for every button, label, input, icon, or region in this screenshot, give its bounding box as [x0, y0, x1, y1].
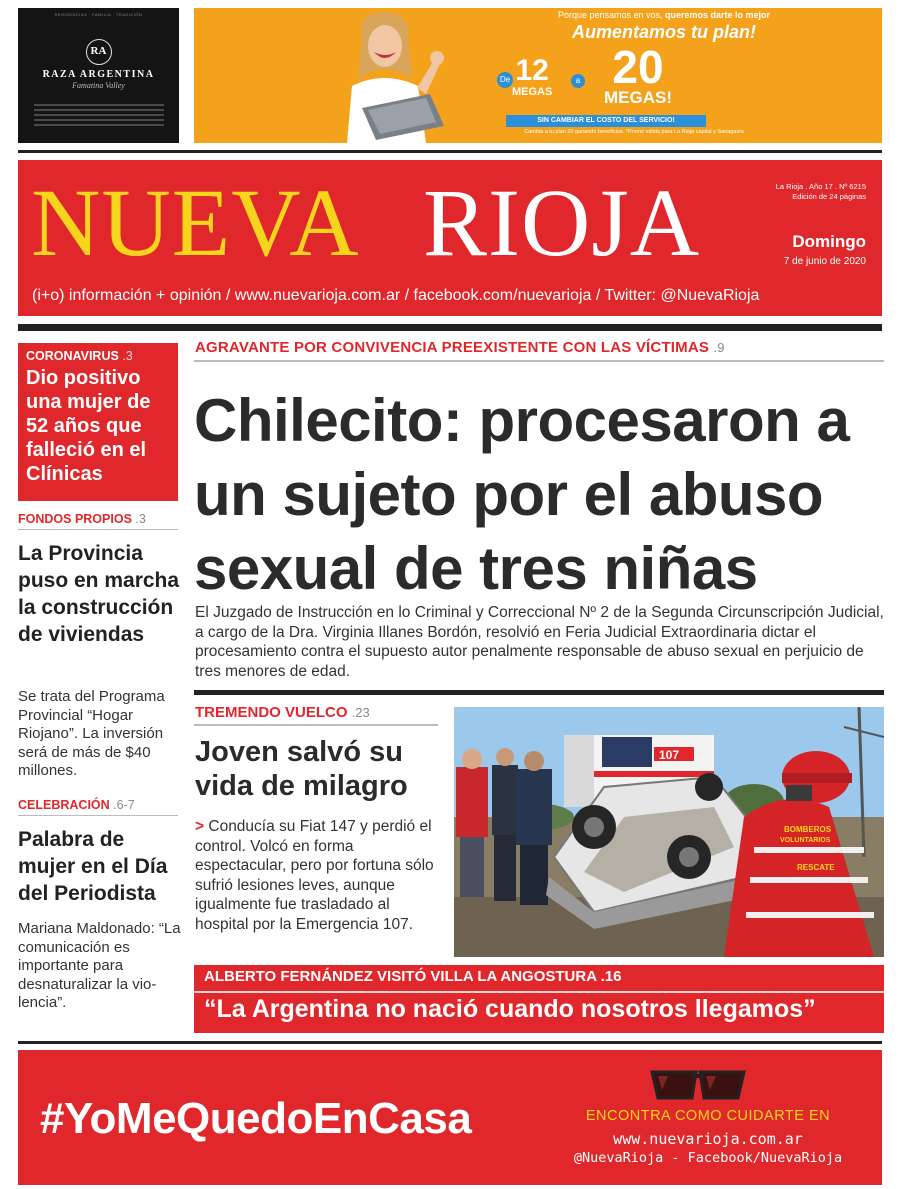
celebracion-kicker: CELEBRACIÓN .6-7: [18, 798, 135, 812]
raza-ad-name: RAZA ARGENTINA: [42, 69, 155, 80]
banner-website-link[interactable]: www.nuevarioja.com.ar: [613, 1130, 803, 1148]
stay-home-hashtag: #YoMeQuedoEnCasa: [40, 1094, 472, 1143]
vuelco-kicker: TREMENDO VUELCO .23: [195, 704, 370, 721]
plan-ad-from-label: De: [497, 72, 513, 88]
main-story-headline[interactable]: Chilecito: procesaron a un sujeto por el abuso sexual de tres niñas: [194, 387, 850, 602]
edition-info: [776, 182, 866, 202]
edition-pages: Edición de 24 páginas: [792, 192, 866, 201]
plan-ad-headline: Aumentamos tu plan!: [571, 22, 756, 42]
alberto-story[interactable]: [194, 965, 884, 1033]
issue-day: Domingo: [792, 232, 866, 251]
plan-ad-fine-print: Cambia a tu plan 20 ganando beneficios. *Promo válida para La Rioja capital y Sanagasta: [524, 129, 744, 135]
vuelco-body: > Conducía su Fiat 147 y perdió el control. Volcó en forma espectacular, pero por fortuna sólo sufrió lesiones leves, aunque igualmente fue trasladado al hospital por la Emergencia 107.: [195, 818, 434, 933]
alberto-divider: [194, 991, 884, 993]
stay-home-banner[interactable]: [18, 1050, 882, 1185]
jacket-text-2: VOLUNTARIOS: [780, 837, 831, 844]
coronavirus-kicker: CORONAVIRUS .3: [26, 349, 133, 363]
fondos-headline[interactable]: La Provincia puso en marcha la construcción de viviendas: [18, 542, 180, 646]
plan-ad-to-label: a: [571, 74, 585, 88]
arrow-icon: >: [195, 818, 205, 835]
ambulance-number: 107: [659, 748, 680, 762]
main-story-body: El Juzgado de Instrucción en lo Criminal y Correccional Nº 2 de la Segunda Circunscripción Judicial, a cargo de la Dra. Virginia Illanes Bordón, resolvió en Feria Judicial Extraordinaria dictar el procesamiento contra el supuesto autor penalmente responsable de abuso sexual en perjuicio de tres menores de edad.: [195, 604, 884, 680]
jacket-text-3: RESCATE: [797, 863, 835, 872]
top-divider: [18, 150, 882, 153]
main-story-kicker: AGRAVANTE POR CONVIVENCIA PREEXISTENTE CON LAS VÍCTIMAS .9: [195, 339, 725, 356]
smiling-woman-laptop-image: [322, 8, 452, 143]
edition-number: La Rioja . Año 17 . Nº 6215: [775, 182, 866, 191]
vuelco-kicker-divider: [194, 724, 438, 726]
main-story-divider: [194, 690, 884, 695]
coronavirus-headline: Dio positivo una mujer de 52 años que falleció en el Clínicas: [26, 367, 151, 485]
alberto-quote: “La Argentina no nació cuando nosotros llegamos”: [204, 995, 816, 1023]
coronavirus-story[interactable]: [18, 343, 178, 501]
issue-date: 7 de junio de 2020: [783, 256, 866, 267]
plan-ad-pretext: Porque pensamos en vos, queremos darte lo mejor: [557, 10, 771, 20]
fondos-divider: [18, 529, 178, 530]
masthead-title-nueva: NUEVA: [31, 169, 360, 276]
masthead-title-rioja: RIOJA: [423, 169, 701, 276]
alberto-kicker: ALBERTO FERNÁNDEZ VISITÓ VILLA LA ANGOSTURA .16: [204, 968, 622, 985]
fondos-kicker: FONDOS PROPIOS .3: [18, 512, 146, 526]
celebracion-headline[interactable]: Palabra de mujer en el Día del Periodista: [18, 828, 168, 905]
masthead: [18, 160, 882, 316]
masthead-divider: [18, 324, 882, 331]
glasses-icon: [648, 1064, 748, 1104]
bottom-divider: [18, 1041, 882, 1044]
vuelco-headline[interactable]: Joven salvó su vida de milagro: [195, 736, 408, 802]
celebracion-body: Mariana Maldonado: “La comunicación es importante para desnaturalizar la vio-lencia”.: [18, 920, 181, 1011]
masthead-tagline[interactable]: (i+o) información + opinión / www.nuevarioja.com.ar / facebook.com/nuevarioja / Twitter: @NuevaRioja: [32, 287, 760, 304]
plan-ad-to-value: 20 MEGAS!: [604, 41, 672, 107]
internet-plan-ad[interactable]: [194, 8, 882, 143]
raza-ad-subtitle: Famatina Valley: [72, 81, 125, 90]
plan-ad-bar-text: SIN CAMBIAR EL COSTO DEL SERVICIO!: [506, 115, 706, 127]
raza-argentina-ad[interactable]: [18, 8, 179, 143]
car-rollover-photo[interactable]: [454, 707, 884, 957]
celebracion-divider: [18, 815, 178, 816]
raza-ad-top-text: RESIDENCIAS · FAMILIA · TRADICIÓN: [54, 12, 143, 17]
banner-social-links[interactable]: @NuevaRioja - Facebook/NuevaRioja: [573, 1150, 843, 1166]
fondos-body: Se trata del Programa Provincial “Hogar Riojano”. La inversión será de más de $40 millones.: [18, 688, 165, 779]
jacket-text-1: BOMBEROS: [784, 825, 832, 834]
raza-emblem-icon: RA: [86, 39, 112, 65]
banner-cta: ENCONTRA COMO CUIDARTE EN: [585, 1108, 831, 1124]
plan-ad-from-value: 12 MEGAS: [512, 54, 553, 98]
main-kicker-divider: [194, 360, 884, 362]
raza-ad-fine-print: [34, 104, 164, 126]
